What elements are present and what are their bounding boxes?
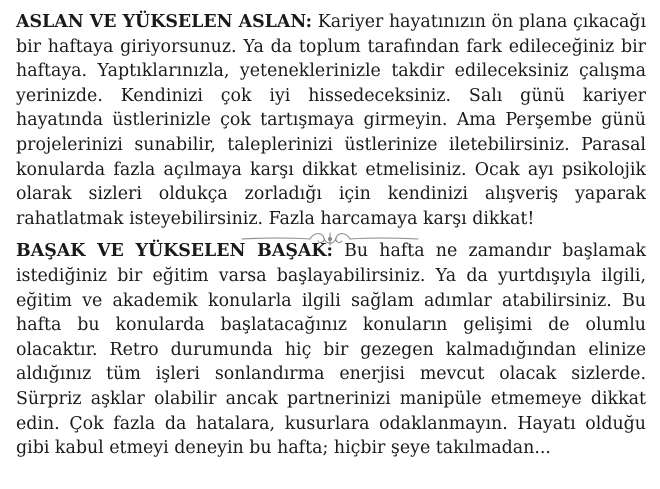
section-basak: [16, 239, 646, 460]
section-heading-aslan: ASLAN VE YÜKSELEN ASLAN:: [16, 12, 313, 32]
horoscope-article: [16, 10, 646, 461]
section-aslan: [16, 10, 646, 231]
section-heading-basak: BAŞAK VE YÜKSELEN BAŞAK:: [16, 241, 333, 262]
section-body-aslan: Kariyer hayatınızın ön plana çıkacağı bir haftaya giriyorsunuz. Ya da toplum tarafından fark edileceğiniz bir haftaya. Yaptıklarınızla, yeteneklerinizle takdir edileceksiniz çalışma yerinizde. Kendinizi çok iyi hissedeceksiniz. Salı günü kariyer hayatında üstlerinizle çok tartışmaya girmeyin. Ama Perşembe günü projelerinizi sunabilir, taleplerinizi üstlerinize iletebilirsiniz. Parasal konularda fazla açılmaya karşı dikkat etmelisiniz. Ocak ayı psikolojik olarak sizleri oldukça zorladığı için kendinizi alışveriş yaparak rahatlatmak isteyebilirsiniz. Fazla harcamaya karşı dikkat!: [16, 12, 647, 229]
section-body-basak: Bu hafta ne zamandır başlamak istediğiniz bir eğitim varsa başlayabilirsiniz. Ya da yurtdışıyla ilgili, eğitim ve akademik konularla ilgili sağlam adımlar atabilirsiniz. Bu hafta bu konularda başlatacağınız konuların gelişimi de olumlu olacaktır. Retro durumunda hiç bir gezegen kalmadığından elinize aldığınız tüm işleri sonlandırma enerjisi mevcut olacak sizlerde. Sürpriz aşklar olabilir ancak partnerinizi manipüle etmemeye dikkat edin. Çok fazla da hatalara, kusurlara odaklanmayın. Hayatı olduğu gibi kabul etmeyi deneyin bu hafta; hiçbir şeye takılmadan...: [16, 241, 647, 459]
